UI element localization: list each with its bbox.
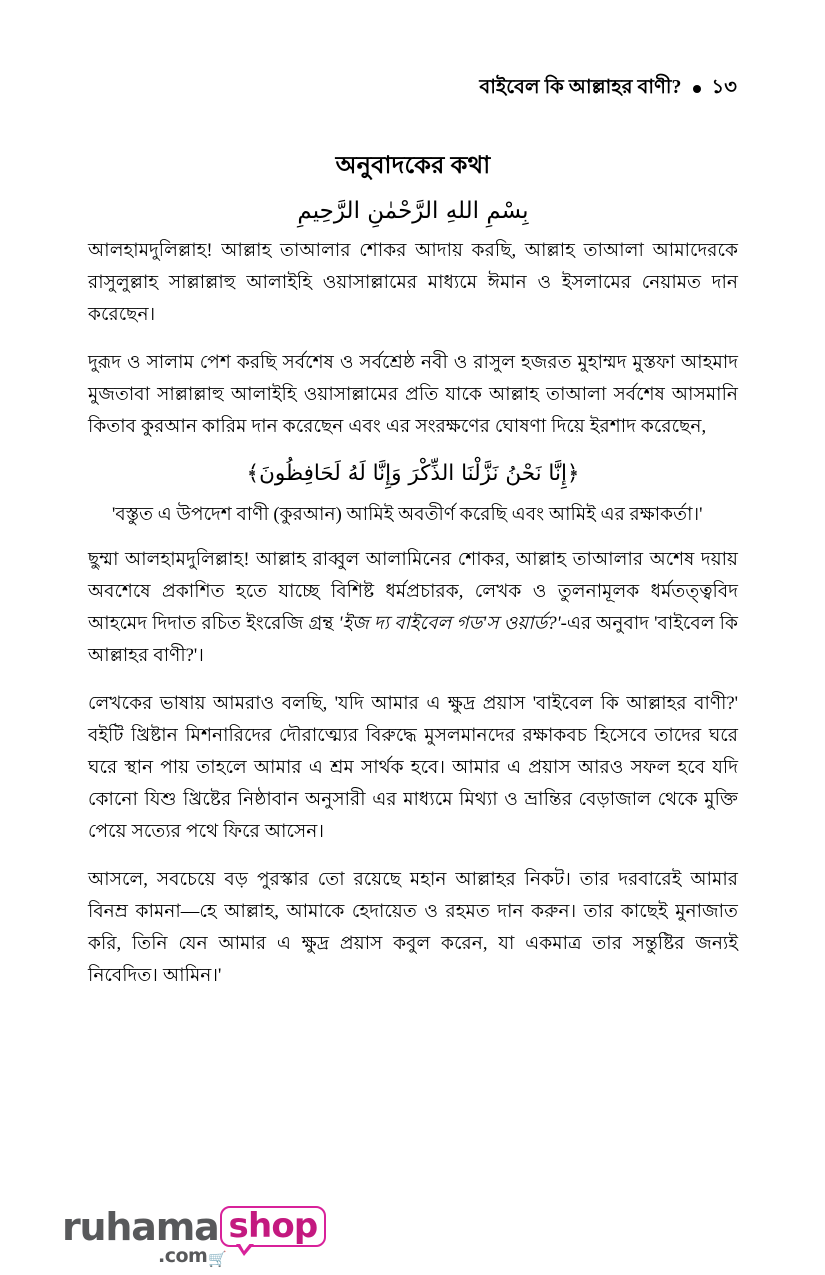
paragraph-spacer [88,679,738,688]
section-title: অনুবাদকের কথা [335,153,491,179]
book-title-italic: 'ইজ দ্য বাইবেল গড'স ওয়ার্ড?' [338,613,561,634]
paragraph-1: আলহামদুলিল্লাহ! আল্লাহ তাআলার শোকর আদায় করছি, আল্লাহ তাআলা আমাদেরকে রাসুলুল্লাহ সাল্লাল্লাহু আলাইহি ওয়াসাল্লামের মাধ্যমে ঈমান ও ইসলামের নেয়ামত দান করেছেন। [88,239,738,325]
cart-icon: 🛒 [208,1250,227,1268]
paragraph-2: দুরূদ ও সালাম পেশ করছি সর্বশেষ ও সর্বশ্রেষ্ঠ নবী ও রাসুল হজরত মুহাম্মদ মুস্তফা আহমাদ মুজতাবা সাল্লাল্লাহু আলাইহি ওয়াসাল্লামের প্রতি যাকে আল্লাহ তাআলা সর্বশেষ আসমানি কিতাব কুরআন কারিম দান করেছেন এবং এর সংরক্ষণের ঘোষণা দিয়ে ইরশাদ করেছেন, [88,351,738,437]
quran-verse-translation: 'বস্তুত এ উপদেশ বাণী (কুরআন) আমিই অবতীর্ণ করেছি এবং আমিই এর রক্ষাকর্তা।' [112,504,703,526]
paragraph-3-tail: -এর অনুবাদ 'বাইবেল কি আল্লাহর বাণী?'। [88,613,738,666]
running-header-title: বাইবেল কি আল্লাহর বাণী? [479,77,682,98]
logo-text-ruhama: ruhama [62,1204,219,1249]
running-header [88,74,737,104]
paragraph-3-lead: ছুম্মা আলহামদুলিল্লাহ! আল্লাহ রাব্বুল আলামিনের শোকর, আল্লাহ তাআলার অশেষ দয়ায় অবশেষে প্রকাশিত হতে যাচ্ছে বিশিষ্ট ধর্মপ্রচারক, লেখক ও তুলনামূলক ধর্মতত্ত্ববিদ আহমেদ দিদাত রচিত ইংরেজি গ্রন্থ [88,549,738,634]
logo-domain [158,1247,227,1266]
logo-speech-bubble-icon [220,1206,327,1247]
logo-wordmark [62,1206,326,1247]
content-column [88,150,738,992]
bismillah-calligraphy: بِسْمِ اللهِ الرَّحْمٰنِ الرَّحِيمِ [297,198,529,225]
quran-verse-arabic: ﴿إِنَّا نَحْنُ نَزَّلْنَا الذِّكْرَ وَإِنَّا لَهُ لَحَافِظُونَ﴾ [246,460,580,486]
logo-text-shop: shop [228,1206,318,1246]
paragraph-5: আসলে, সবচেয়ে বড় পুরস্কার তো রয়েছে মহান আল্লাহর নিকট। তার দরবারেই আমার বিনম্র কামনা—হে আল্লাহ, আমাকে হেদায়েত ও রহমত দান করুন। তার কাছেই মুনাজাত করি, তিনি যেন আমার এ ক্ষুদ্র প্রয়াস কবুল করেন, যা একমাত্র তার সন্তুষ্টির জন্যই নিবেদিত। আমিন।' [88,868,738,986]
page-number: ১৩ [711,77,737,98]
paragraph-3 [88,544,738,672]
paragraph-4: লেখকের ভাষায় আমরাও বলছি, 'যদি আমার এ ক্ষুদ্র প্রয়াস 'বাইবেল কি আল্লাহর বাণী?' বইটি খ্রিষ্টান মিশনারিদের দৌরাত্ম্যের বিরুদ্ধে মুসলমানদের রক্ষাকবচ হিসেবে তাদের ঘরে ঘরে স্থান পায় তাহলে আমার এ শ্রম সার্থক হবে। আমার এ প্রয়াস আরও সফল হবে যদি কোনো যিশু খ্রিষ্টের নিষ্ঠাবান অনুসারী এর মাধ্যমে মিথ্যা ও ভ্রান্তির বেড়াজাল থেকে মুক্তি পেয়ে সত্যের পথে ফিরে আসেন। [88,692,738,842]
bullet-separator-icon [693,85,701,93]
logo-domain-text: .com [158,1245,208,1267]
ruhamashop-watermark-logo [62,1204,318,1272]
paragraph-spacer [88,338,738,347]
paragraph-spacer [88,855,738,864]
